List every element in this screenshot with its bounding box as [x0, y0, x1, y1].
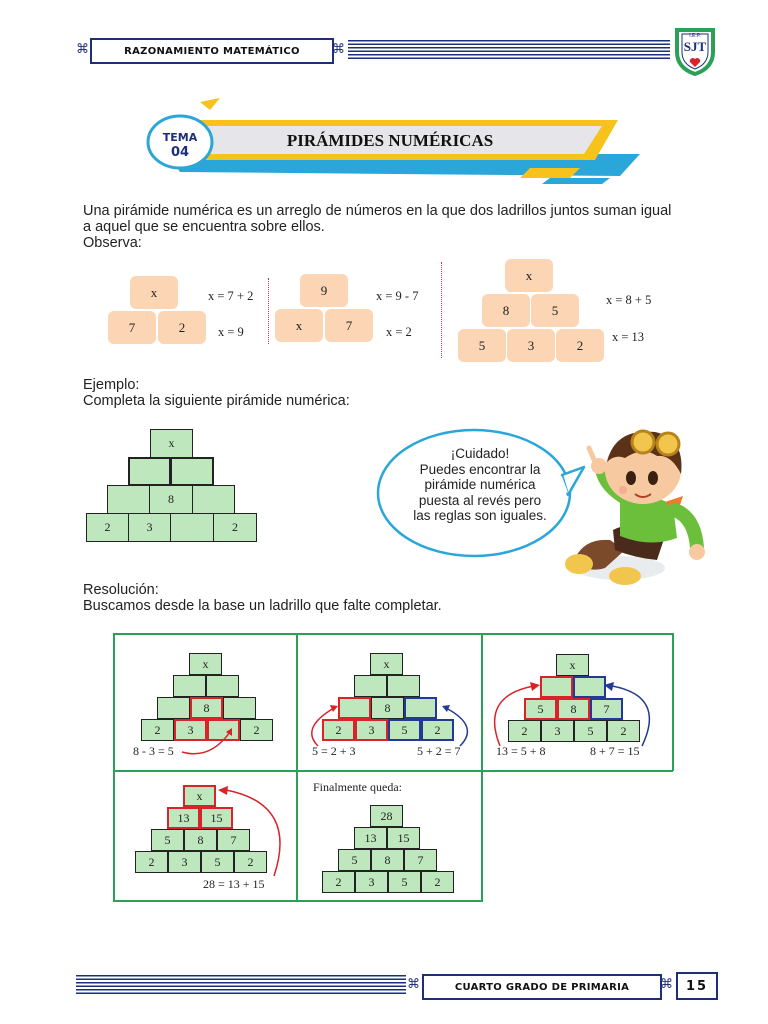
green-brick: x [370, 653, 403, 675]
green-brick: 2 [135, 851, 168, 873]
peach-brick: 7 [108, 311, 156, 344]
green-brick: 5 [574, 720, 607, 742]
frame-line [113, 900, 483, 902]
green-brick [170, 457, 214, 486]
frame-line [113, 633, 673, 635]
observe-eq: x = 2 [386, 325, 412, 339]
frame-line [481, 633, 483, 901]
peach-brick: x [505, 259, 553, 292]
green-brick: 2 [421, 871, 454, 893]
peach-brick: x [130, 276, 178, 309]
green-brick: x [150, 429, 193, 458]
green-brick: 7 [590, 698, 623, 720]
peach-brick: 8 [482, 294, 530, 327]
tema-label: TEMA [162, 131, 198, 144]
green-brick: 13 [354, 827, 387, 849]
tema-number: 04 [170, 145, 190, 160]
peach-brick: 9 [300, 274, 348, 307]
green-brick [173, 675, 206, 697]
peach-brick: 3 [507, 329, 555, 362]
arrow-curve [170, 720, 250, 760]
observe-eq: x = 9 - 7 [376, 289, 419, 303]
green-brick: 8 [184, 829, 217, 851]
divider [268, 278, 269, 344]
title-banner [140, 96, 660, 186]
peach-brick: 2 [556, 329, 604, 362]
green-brick: 15 [200, 807, 233, 829]
green-brick: 2 [86, 513, 129, 542]
green-brick: 8 [371, 697, 404, 719]
green-brick: 3 [541, 720, 574, 742]
green-brick [387, 675, 420, 697]
green-brick: 8 [149, 485, 193, 514]
green-brick: 2 [322, 719, 355, 741]
arrow-curve [218, 784, 288, 880]
green-brick: 5 [201, 851, 234, 873]
logo-text-top: I.E.P. [689, 33, 701, 39]
green-brick [404, 697, 437, 719]
green-brick: 28 [370, 805, 403, 827]
school-logo [673, 26, 717, 76]
footer-ornament-left: ⌘ [407, 977, 420, 992]
step2-equation-left: 5 = 2 + 3 [312, 744, 356, 758]
green-brick: 3 [128, 513, 171, 542]
green-brick: 2 [508, 720, 541, 742]
green-brick: 2 [240, 719, 273, 741]
step3-equation-left: 13 = 5 + 8 [496, 744, 546, 758]
green-brick: 8 [371, 849, 404, 871]
green-brick: 3 [355, 719, 388, 741]
cartoon-boy-illustration [565, 418, 725, 593]
header-ornament-right: ⌘ [332, 42, 345, 57]
green-brick: 2 [421, 719, 454, 741]
green-brick: 5 [388, 871, 421, 893]
green-brick [128, 457, 171, 486]
page-number: 15 [676, 972, 718, 1000]
example-instruction: Completa la siguiente pirámide numérica: [83, 393, 350, 409]
footer-grade-box [422, 974, 662, 1000]
bubble-line: ¡Cuidado! [450, 446, 510, 461]
green-brick [540, 676, 573, 698]
intro-line-2: a aquel que se encuentra sobre ellos. [83, 219, 325, 235]
green-brick [157, 697, 190, 719]
green-brick: 13 [167, 807, 200, 829]
peach-brick: 5 [458, 329, 506, 362]
observe-eq: x = 9 [218, 325, 244, 339]
example-label: Ejemplo: [83, 377, 140, 393]
observa-label: Observa: [83, 235, 142, 251]
green-brick [223, 697, 256, 719]
green-brick: 15 [387, 827, 420, 849]
green-brick: 3 [168, 851, 201, 873]
frame-line [296, 633, 298, 901]
frame-line [113, 633, 115, 901]
bubble-line: puesta al revés pero [418, 493, 542, 508]
arrow-curve [602, 676, 658, 750]
footer-stripes [76, 975, 406, 995]
green-brick: 8 [557, 698, 590, 720]
green-brick: 2 [607, 720, 640, 742]
green-brick: x [183, 785, 216, 807]
green-brick [206, 675, 239, 697]
header-course-box [90, 38, 334, 64]
peach-brick: 7 [325, 309, 373, 342]
arrow-curve [300, 700, 344, 750]
final-label: Finalmente queda: [313, 780, 402, 794]
green-brick: 8 [190, 697, 223, 719]
green-brick: 2 [141, 719, 174, 741]
green-brick: 3 [355, 871, 388, 893]
green-brick [170, 513, 214, 542]
bubble-line: Puedes encontrar la [419, 462, 541, 477]
header-ornament-left: ⌘ [76, 42, 89, 57]
frame-line [113, 770, 673, 772]
footer-grade: CUARTO GRADO DE PRIMARIA [454, 981, 630, 993]
arrow-curve [486, 676, 542, 750]
green-brick: 5 [151, 829, 184, 851]
logo-letters: SJT [683, 39, 707, 54]
green-brick: 2 [234, 851, 267, 873]
green-brick [107, 485, 150, 514]
bubble-line: las reglas son iguales. [413, 508, 547, 523]
intro-line-1: Una pirámide numérica es un arreglo de números en la que dos ladrillos juntos suman igual [83, 203, 672, 219]
footer-ornament-right: ⌘ [660, 977, 673, 992]
step4-equation: 28 = 13 + 15 [203, 877, 265, 891]
green-brick [354, 675, 387, 697]
peach-brick: 2 [158, 311, 206, 344]
bubble-line: pirámide numérica [424, 477, 536, 492]
resolution-label: Resolución: [83, 582, 159, 598]
green-brick: 2 [213, 513, 257, 542]
green-brick: 7 [404, 849, 437, 871]
header-stripes [348, 40, 670, 60]
arrow-curve [440, 700, 480, 750]
green-brick: 5 [524, 698, 557, 720]
green-brick: 5 [388, 719, 421, 741]
page-title: PIRÁMIDES NUMÉRICAS [286, 131, 494, 150]
peach-brick: 5 [531, 294, 579, 327]
peach-brick: x [275, 309, 323, 342]
green-brick: x [189, 653, 222, 675]
observe-eq: x = 7 + 2 [208, 289, 254, 303]
observe-eq: x = 8 + 5 [606, 293, 652, 307]
step3-equation-right: 8 + 7 = 15 [590, 744, 640, 758]
green-brick: 5 [338, 849, 371, 871]
step1-equation: 8 - 3 = 5 [133, 744, 174, 758]
header-course: RAZONAMIENTO MATEMÁTICO [124, 45, 300, 57]
observe-eq: x = 13 [612, 330, 645, 344]
green-brick [192, 485, 235, 514]
green-brick: 2 [322, 871, 355, 893]
step2-equation-right: 5 + 2 = 7 [417, 744, 461, 758]
frame-line [672, 633, 674, 771]
resolution-text: Buscamos desde la base un ladrillo que falte completar. [83, 598, 442, 614]
green-brick: 3 [174, 719, 207, 741]
divider [441, 262, 442, 358]
green-brick: 7 [217, 829, 250, 851]
green-brick: x [556, 654, 589, 676]
